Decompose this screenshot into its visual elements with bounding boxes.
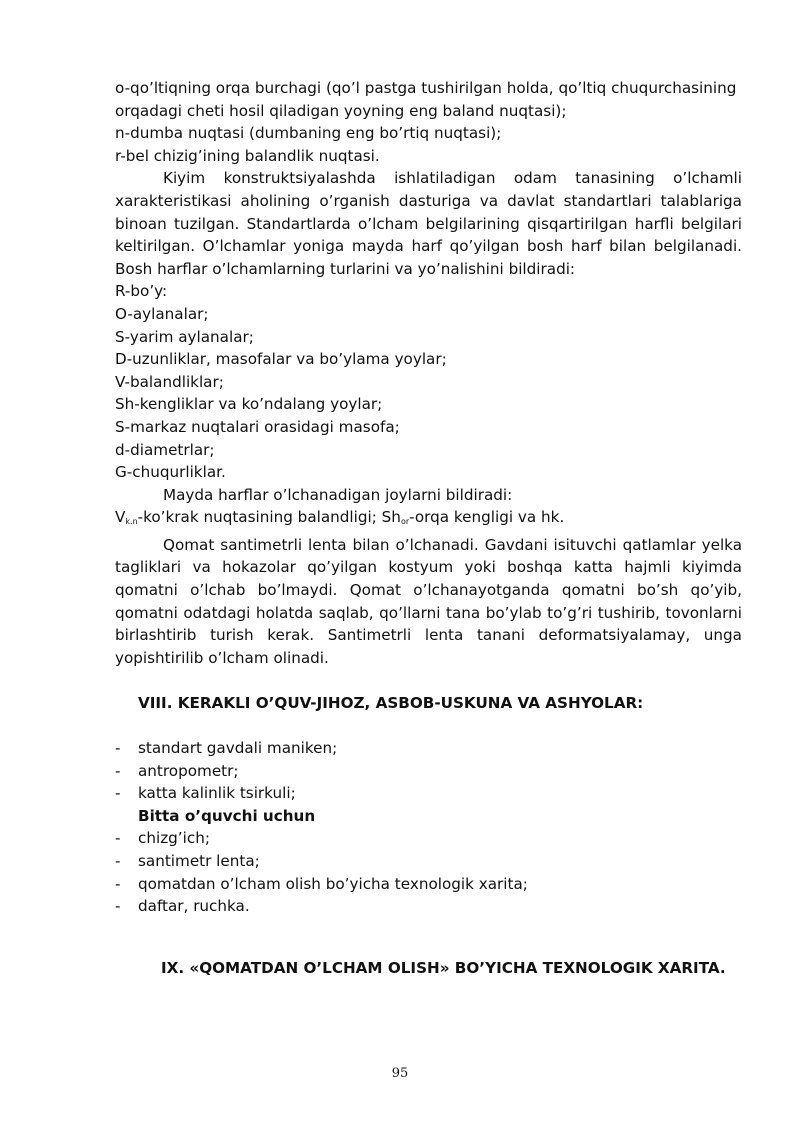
list-item-text: antropometr; xyxy=(138,761,239,780)
list-item xyxy=(115,850,755,873)
dash-bullet: - xyxy=(115,784,121,803)
subscript-kn: k.n xyxy=(125,517,138,527)
example-letter-v: V xyxy=(115,508,126,527)
body-line: orqadagi cheti hosil qiladigan yoyning eng baland nuqtasi); xyxy=(115,101,567,120)
list-item-text: santimetr lenta; xyxy=(138,851,260,870)
list-item-text: katta kalinlik tsirkuli; xyxy=(138,784,296,803)
list-item xyxy=(115,737,755,760)
equipment-list xyxy=(115,737,755,918)
dash-bullet: - xyxy=(115,897,121,916)
definition-item: S-yarim aylanalar; xyxy=(115,327,254,346)
list-item xyxy=(115,895,755,918)
list-item-text: standart gavdali maniken; xyxy=(138,739,338,757)
list-item-text: qomatdan o’lcham olish bo’yicha texnologik xarita; xyxy=(138,874,528,893)
list-item-text: chizg’ich; xyxy=(138,829,210,848)
dash-bullet: - xyxy=(115,829,121,848)
definition-item: Sh-kengliklar va ko’ndalang yoylar; xyxy=(115,395,383,414)
page-number: 95 xyxy=(391,1066,409,1081)
list-item-text: daftar, ruchka. xyxy=(138,897,250,916)
definition-item: G-chuqurliklar. xyxy=(115,463,226,482)
definition-item: O-aylanalar; xyxy=(115,304,209,323)
body-line: n-dumba nuqtasi (dumbaning eng bo’rtiq nuqtasi); xyxy=(115,124,502,143)
dash-bullet: - xyxy=(115,739,121,757)
body-line: r-bel chizig’ining balandlik nuqtasi. xyxy=(115,146,380,165)
definition-item: S-markaz nuqtalari orasidagi masofa; xyxy=(115,417,400,436)
dash-bullet: - xyxy=(115,761,121,780)
paragraph-measuring: Qomat santimetrli lenta bilan o’lchanadi. Gavdani isituvchi qatlamlar yelka tagliklari va hokazolar qo’yilgan kostyum yoki boshqa katta hajmli kiyimda qomatni o’lchab bo’lmaydi. Qomat o’lchanayotganda qomatni bo’sh qo’yib, qomatni odatdagi holatda saqlab, qo’llarni tana bo’ylab to’g’ri tushirib, tovonlarni birlashtirib turish kerak. Santimetrli lenta tanani deformatsiyalamay, unga yopishtirilib o’lcham olinadi. xyxy=(115,535,742,667)
section-heading-viii: VIII. KERAKLI O’QUV-JIHOZ, ASBOB-USKUNA VA ASHYOLAR: xyxy=(138,694,644,712)
section-heading-ix: IX. «QOMATDAN O’LCHAM OLISH» BO’YICHA TEXNOLOGIK XARITA. xyxy=(161,959,726,977)
body-text xyxy=(115,77,742,669)
definition-item: d-diametrlar; xyxy=(115,440,215,459)
definition-item: V-balandliklar; xyxy=(115,372,224,391)
list-item xyxy=(115,782,755,805)
list-subheading: Bitta o’quvchi uchun xyxy=(138,806,316,825)
dash-bullet: - xyxy=(115,874,121,893)
example-text-2: -orqa kengligi va hk. xyxy=(409,508,565,527)
subscript-or: or xyxy=(400,517,410,527)
body-line: o-qo’ltiqning orqa burchagi (qo’l pastga tushirilgan holda, qo’ltiq chuqurchasining xyxy=(115,79,737,97)
list-item xyxy=(115,760,755,783)
paragraph-small-letters: Mayda harflar o’lchanadigan joylarni bildiradi: xyxy=(163,485,513,504)
example-text-1: -ko’krak nuqtasining balandligi; Sh xyxy=(137,508,401,527)
list-item xyxy=(115,873,755,896)
example-line xyxy=(115,506,742,534)
dash-bullet: - xyxy=(115,851,121,870)
list-item xyxy=(115,827,755,850)
paragraph-designations: Kiyim konstruktsiyalashda ishlatiladigan odam tanasining o’lchamli xarakteristikasi aholining o’rganish dasturiga va davlat standartlari talablariga binoan tuzilgan. Standartlarda o’lcham belgilarining qisqartirilgan harfli belgilari keltirilgan. O’lchamlar yoniga mayda harf qo’yilgan bosh harf bilan belgilanadi. Bosh harflar o’lchamlarning turlarini va yo’nalishini bildiradi: xyxy=(115,169,742,278)
definition-item: D-uzunliklar, masofalar va bo’ylama yoylar; xyxy=(115,350,447,369)
definition-item: R-bo’y: xyxy=(115,282,168,301)
